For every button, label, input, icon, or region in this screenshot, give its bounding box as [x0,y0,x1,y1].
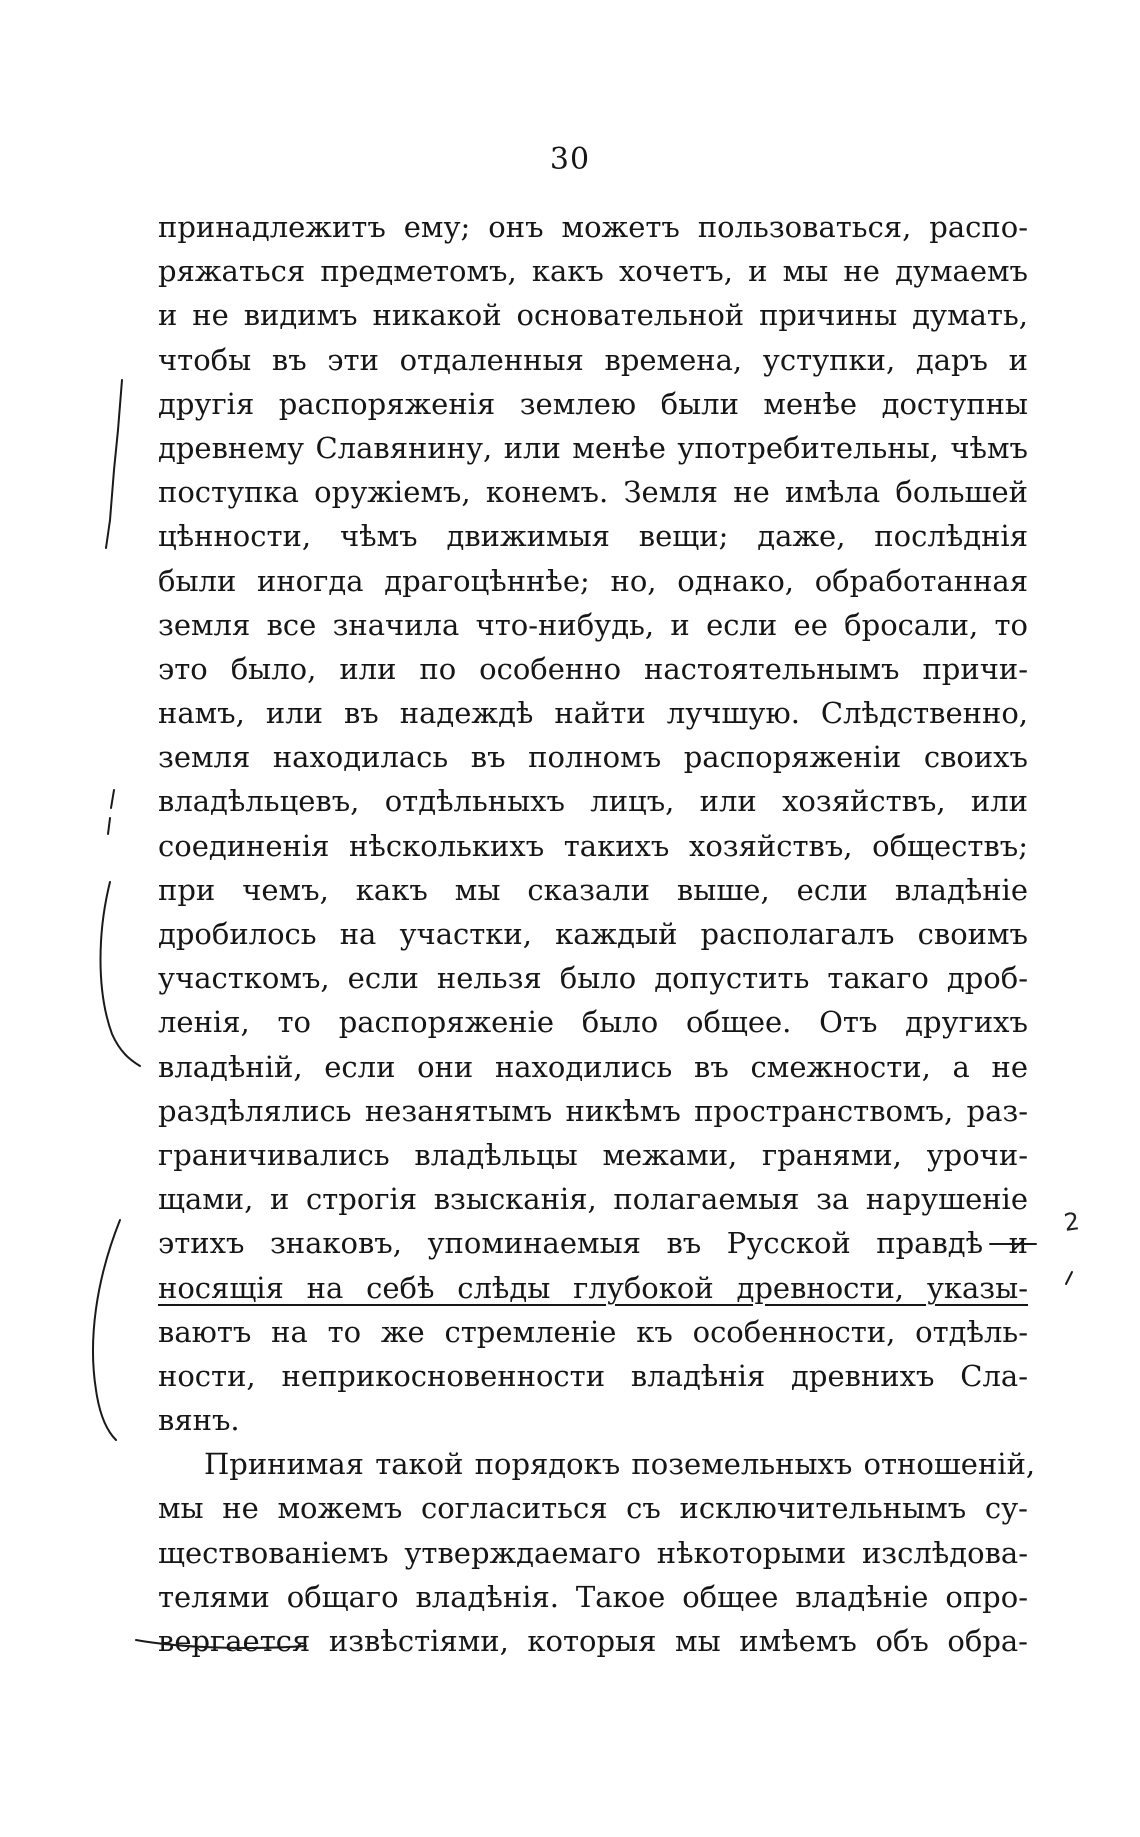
text-line: владѣній, если они находились въ смежности, а не [158,1049,1028,1084]
text-line: дробилось на участки, каждый располагалъ своимъ [158,917,1028,951]
text-line: земля все значила что-нибудь, и если ее бросали, то [158,607,1028,642]
text-line: принадлежитъ ему; онъ можетъ пользоваться, распо- [158,210,1028,244]
text-line: раздѣлялись незанятымъ никѣмъ пространствомъ, раз- [158,1093,1028,1128]
text-line: ществованіемъ утверждаемаго нѣкоторыми изслѣдова- [158,1535,1028,1570]
text-line: вергается извѣстіями, которыя мы имѣемъ объ обра- [158,1624,1028,1658]
text-line: при чемъ, какъ мы сказали выше, если владѣніе [158,872,1028,907]
text-line: другія распоряженія землею были менѣе доступны [158,386,1028,421]
tick-mark [1066,1272,1072,1284]
text-line: соединенія нѣсколькихъ такихъ хозяйствъ, обществъ; [158,828,1028,863]
text-line: этихъ знаковъ, упоминаемыя въ Русской правдѣ и [158,1226,1028,1261]
margin-line-upper [106,380,122,548]
text-line: телями общаго владѣнія. Такое общее владѣніе опро- [158,1579,1028,1614]
text-line: вянъ. [158,1403,240,1438]
text-line: чтобы въ эти отдаленныя времена, уступки, даръ и [158,342,1028,377]
text-line: древнему Славянину, или менѣе употребительны, чѣмъ [158,430,1028,465]
text-line: намъ, или въ надеждѣ найти лучшую. Слѣдственно, [158,696,1028,731]
body-text [158,205,1036,1663]
margin-bracket-middle [101,882,141,1066]
text-line: это было, или по особенно настоятельнымъ причи- [158,651,1028,686]
text-line: Принимая такой порядокъ поземельныхъ отношеній, [204,1447,1036,1482]
text-line: поступка оружіемъ, конемъ. Земля не имѣла большей [158,475,1028,510]
text-line: мы не можемъ согласиться съ исключительнымъ су- [158,1491,1028,1526]
text-line: участкомъ, если нельзя было допустить такаго дроб- [158,961,1028,996]
margin-note: 2 [1062,1207,1082,1237]
text-line: и не видимъ никакой основательной причины думать, [158,298,1028,333]
paragraph-1 [158,205,1028,1442]
text-line: щами, и строгія взысканія, полагаемыя за нарушеніе [158,1182,1028,1217]
text-line: граничивались владѣльцы межами, гранями, урочи- [158,1137,1028,1172]
text-line: ленія, то распоряженіе было общее. Отъ другихъ [158,1005,1028,1040]
text-line: ряжаться предметомъ, какъ хочетъ, и мы не думаемъ [158,254,1028,289]
margin-bracket-lower [93,1220,120,1440]
text-line: земля находилась въ полномъ распоряженіи своихъ [158,740,1028,775]
text-line: ности, неприкосновенности владѣнія древнихъ Сла- [158,1358,1028,1393]
text-line: владѣльцевъ, отдѣльныхъ лицъ, или хозяйствъ, или [158,784,1028,819]
page-number: 30 [549,142,591,177]
text-line: были иногда драгоцѣннѣе; но, однако, обработанная [158,563,1028,598]
paragraph-2 [158,1442,1036,1663]
text-line: ваютъ на то же стремленіе къ особенности, отдѣль- [158,1314,1028,1349]
margin-line-small [108,790,114,834]
text-line: цѣнности, чѣмъ движимыя вещи; даже, послѣднія [158,519,1028,554]
underlined-text-line: носящія на себѣ слѣды глубокой древности, указы- [158,1270,1028,1305]
